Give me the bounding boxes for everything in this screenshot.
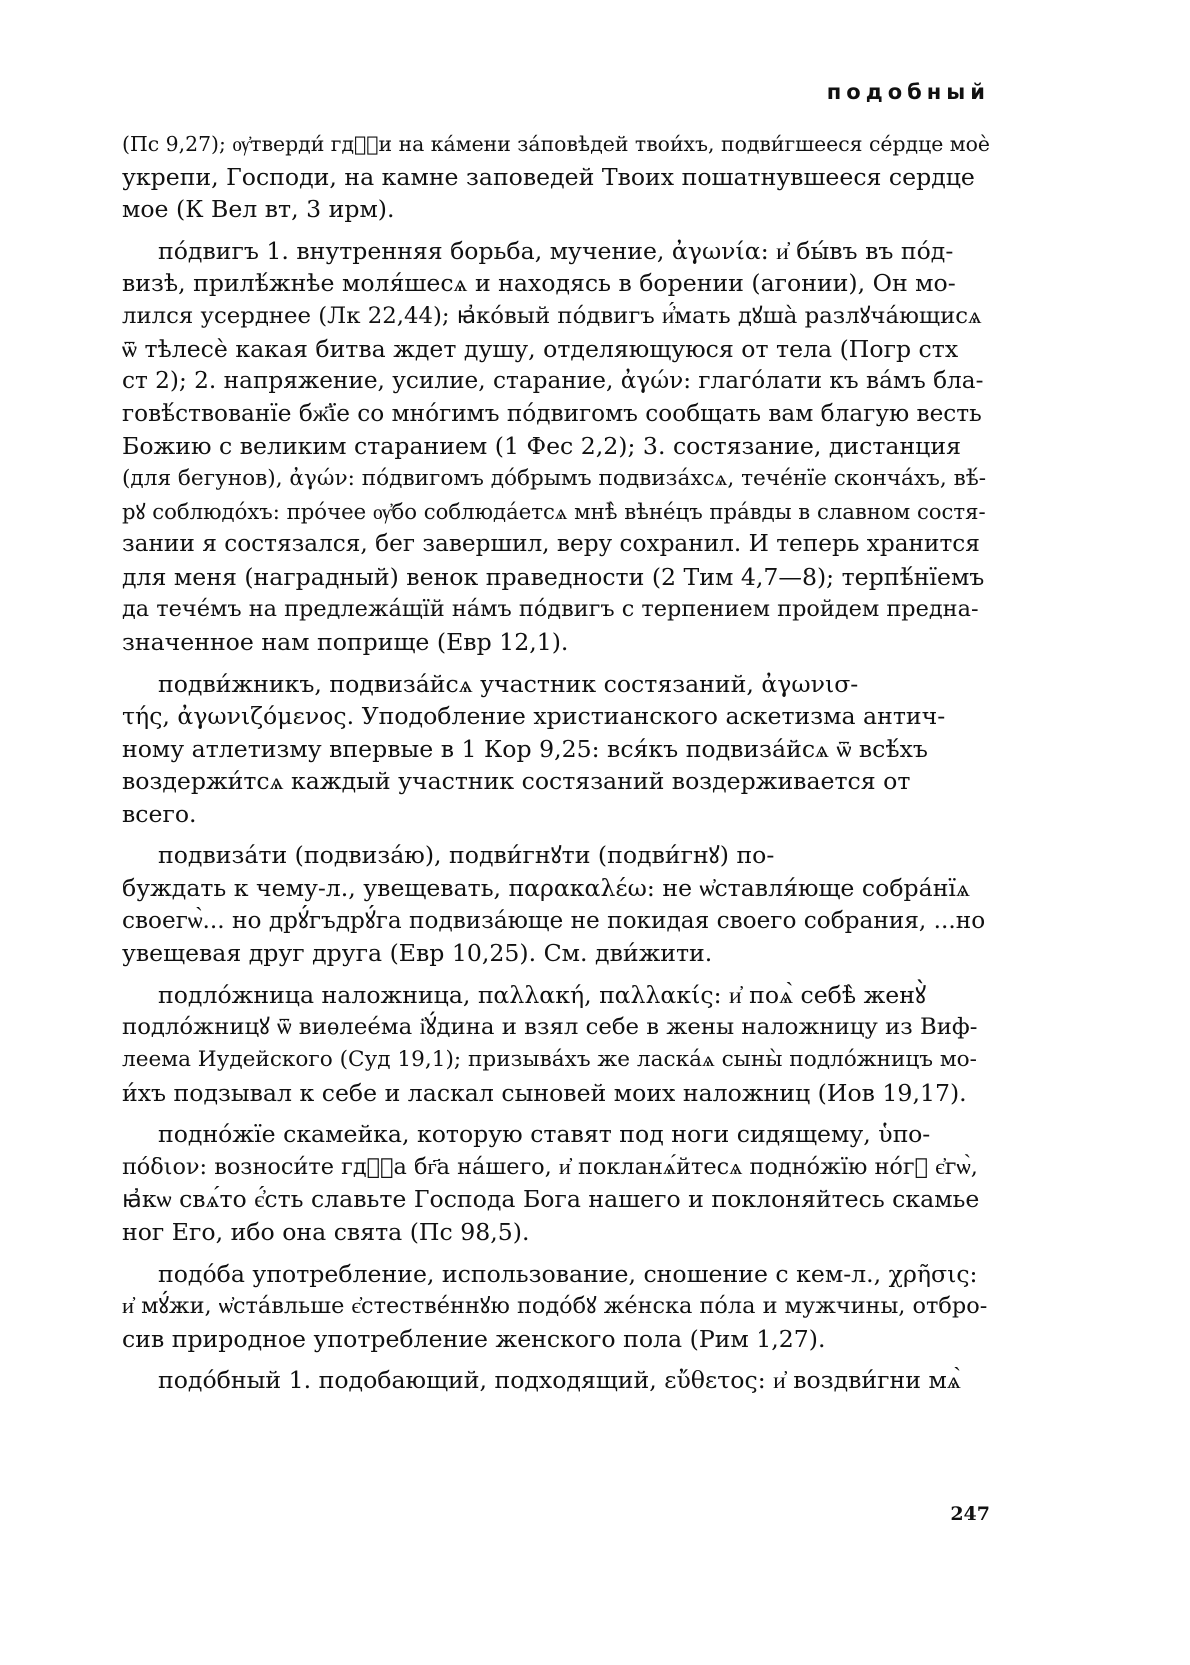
text-line: ному атлетизму впервые в 1 Кор 9,25: вся́къ подвиза́йсѧ ѿ всѣ́хъ [122,734,928,763]
text-line: подо́бный 1. подобающий, подходящий, εὔθετος: и҆ воздви́гни мѧ̀ [158,1366,961,1395]
text-line: подвиза́ти (подвиза́ю), подви́гнꙋти (подви́гнꙋ) по- [158,841,775,870]
text-line: по́двигъ 1. внутренняя борьба, мучение, ἀγωνία: и҆ бы́въ въ по́д- [158,236,954,265]
entry-podnozhie [122,1118,990,1248]
text-line: подло́жница наложница, παλλακή, παλλακίς: и҆ поѧ̀ себѣ̀ женꙋ̀ [158,980,927,1009]
text-line: Божию с великим старанием (1 Фес 2,2); 3. состязание, дистанция [122,432,961,461]
entry-podobny [122,1364,990,1397]
text-line: ѿ тѣлесѐ какая битва ждет душу, отделяющуюся от тела (Погр стх [122,334,959,363]
text-line: рꙋ соблюдо́хъ: про́чее ѹ҆бо соблюда́етсѧ мнѣ̀ вѣне́цъ пра́вды в славном состя- [122,498,986,524]
text-line: для меня (наградный) венок праведности (2 Тим 4,7—8); терпѣ́нїемъ [122,562,985,591]
text-line: подви́жникъ, подвиза́йсѧ участник состязаний, ἀγωνισ- [158,669,859,698]
text-line: и́хъ подзывал к себе и ласкал сыновей моих наложниц (Иов 19,17). [122,1078,967,1107]
text-line: мое (К Вел вт, 3 ирм). [122,195,395,224]
text-line: зании я состязался, бег завершил, веру сохранил. И теперь хранится [122,530,980,558]
entry-podvizati [122,839,990,969]
text-line: ст 2); 2. напряжение, усилие, старание, ἀγών: глаго́лати къ ва́мъ бла- [122,367,984,395]
text-line: и҆ мꙋ́жи, ѡ҆ста́вльше є҆стестве́ннꙋю подо́бꙋ же́нска по́ла и мужчины, отбро- [122,1293,988,1320]
entry-podoba [122,1258,990,1356]
text-line: да тече́мъ на предлежа́щїй на́мъ по́двигъ с терпением пройдем предна- [122,596,979,623]
text-line: (для бегунов), ἀγών: по́двигомъ до́брымъ подвиза́хсѧ, тече́нїе сконча́хъ, вѣ́- [122,465,987,491]
entry-podvig [122,235,990,659]
text-line: буждать к чему-л., увещевать, παρακαλέω: не ѡ҆ставля́юще собра́нїѧ [122,874,970,903]
text-line: подо́ба употребление, использование, сношение с кем-л., χρῆσις: [158,1259,978,1288]
page-number: 247 [950,1503,990,1525]
text-line: подно́жїе скамейка, которую ставят под ноги сидящему, ὑπο- [158,1120,931,1149]
text-line: τής, ἀγωνιζόμενος. Уподобление христианского аскетизма антич- [122,702,946,731]
text-line: своегѡ̀... но дрꙋ́гъдрꙋ́га подвиза́юще не покидая своего собрания, ...но [122,906,986,934]
text-line: всего. [122,799,197,828]
text-line: говѣ́ствованїе бж҃їе со мно́гимъ по́двигомъ сообщать вам благую весть [122,399,982,427]
text-line: ног Его, ибо она свята (Пс 98,5). [122,1218,530,1246]
dictionary-text [122,128,990,1397]
text-line: ꙗ҆кѡ свѧ́то є҆́сть славьте Господа Бога нашего и поклоняйтесь скамье [122,1185,980,1214]
text-line: πόδιον: возноси́те гдⷭ҇а бг҃а на́шего, и҆ покланѧ́йтесѧ подно́жїю но́гꙋ є҆гѡ̀, [122,1153,978,1180]
paragraph-continuation [122,128,990,226]
text-line: подло́жницꙋ ѿ виѳлее́ма і҆ꙋ́дина и взял себе в жены наложницу из Виф- [122,1014,978,1041]
running-head: подобный [826,80,990,104]
entry-podlozhnitsa [122,979,990,1109]
text-line: воздержи́тсѧ каждый участник состязаний воздерживается от [122,767,911,796]
text-line: укрепи, Господи, на камне заповедей Твоих пошатнувшееся сердце [122,162,975,191]
text-line: увещевая друг друга (Евр 10,25). См. дви́жити. [122,939,713,968]
text-line: лился усерднее (Лк 22,44); ꙗ҆ко́вый по́двигъ и҆́мать дꙋша̀ разлꙋча́ющисѧ [122,302,982,329]
text-line: (Пс 9,27); ѹ҆тверди́ гдⷭ҇и на ка́мени за́повѣдей твои́хъ, подви́гшееся се́рдце моѐ [122,132,990,156]
text-line: сив природное употребление женского пола (Рим 1,27). [122,1324,826,1353]
text-line: значенное нам поприще (Евр 12,1). [122,627,569,656]
text-line: визѣ, прилѣ́жнѣе моля́шесѧ и находясь в борении (агонии), Он мо- [122,269,956,298]
text-line: леема Иудейского (Суд 19,1); призыва́хъ же ласка́ѧ сыны̀ подло́жницъ мо- [122,1047,977,1073]
entry-podvizhnik [122,668,990,831]
